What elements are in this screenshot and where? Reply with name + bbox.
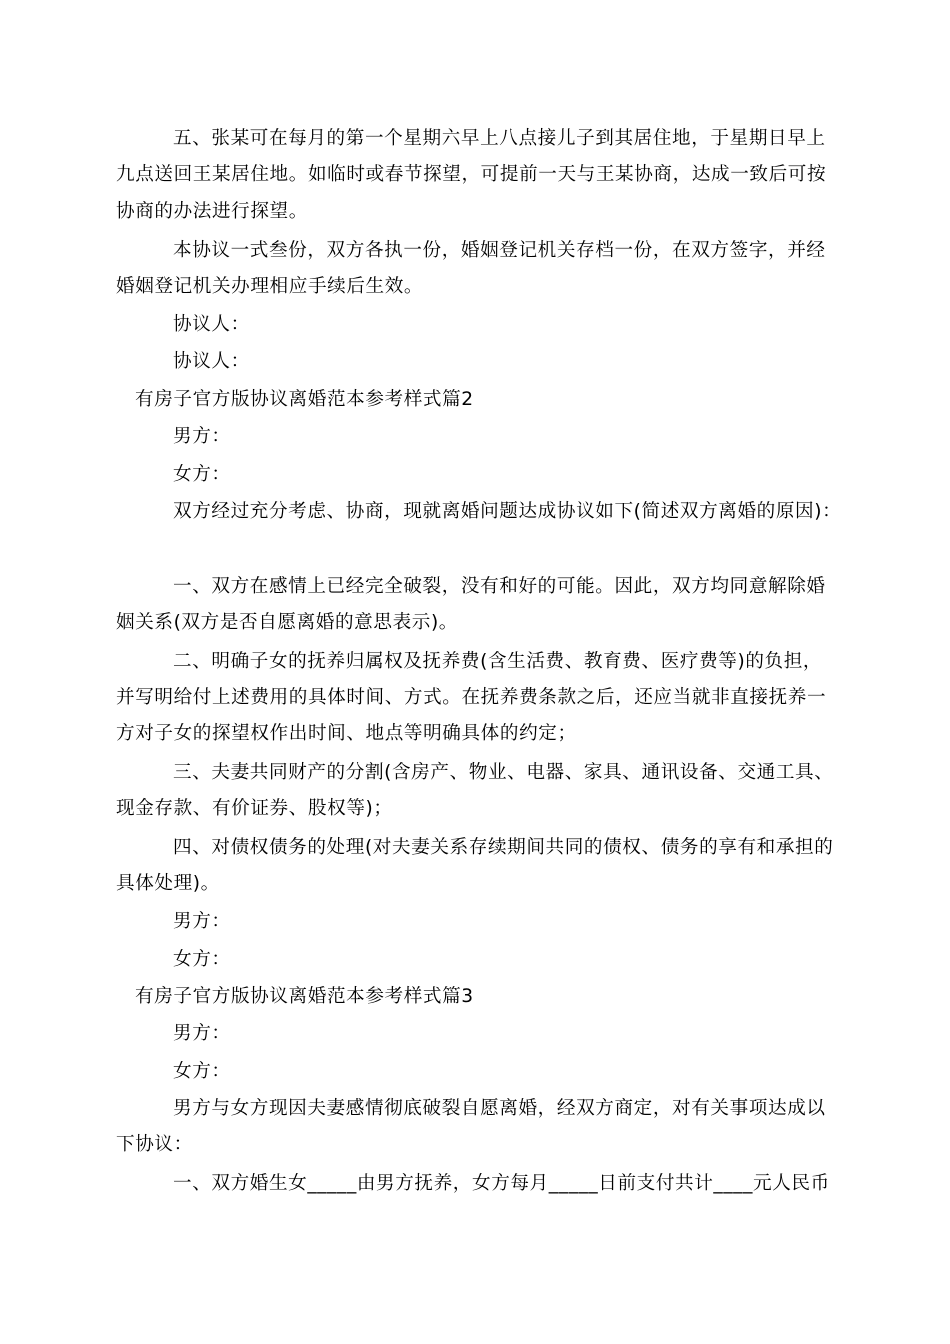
paragraph-line: 五、张某可在每月的第一个星期六早上八点接儿子到其居住地，于星期日早上 [173,128,826,149]
paragraph-line: 本协议一式叁份，双方各执一份，婚姻登记机关存档一份，在双方签字，并经 [173,240,826,261]
paragraph-line: 一、双方婚生女_____由男方抚养，女方每月_____日前支付共计____元人民币 [173,1173,830,1194]
party-label: 男方： [173,911,231,932]
signature-label: 协议人： [173,351,250,372]
paragraph-line: 方对子女的探望权作出时间、地点等明确具体的约定； [116,723,577,744]
paragraph-line: 二、明确子女的抚养归属权及抚养费(含生活费、教育费、医疗费等)的负担， [173,651,823,672]
party-label: 女方： [173,1061,231,1082]
paragraph-line: 四、对债权债务的处理(对夫妻关系存续期间共同的债权、债务的享有和承担的 [173,837,834,858]
signature-label: 协议人： [173,314,250,335]
paragraph-line: 婚姻登记机关办理相应手续后生效。 [116,276,424,297]
section-heading: 有房子官方版协议离婚范本参考样式篇3 [135,986,474,1007]
party-label: 男方： [173,426,231,447]
paragraph-line: 并写明给付上述费用的具体时间、方式。在抚养费条款之后，还应当就非直接抚养一 [116,687,827,708]
paragraph-line: 双方经过充分考虑、协商，现就离婚问题达成协议如下(简述双方离婚的原因)： [173,501,842,522]
paragraph-line: 下协议： [116,1134,193,1155]
paragraph-line: 现金存款、有价证券、股权等)； [116,798,393,819]
section-heading: 有房子官方版协议离婚范本参考样式篇2 [135,389,474,410]
party-label: 男方： [173,1023,231,1044]
paragraph-line: 男方与女方现因夫妻感情彻底破裂自愿离婚，经双方商定，对有关事项达成以 [173,1098,826,1119]
party-label: 女方： [173,949,231,970]
party-label: 女方： [173,464,231,485]
paragraph-line: 姻关系(双方是否自愿离婚的意思表示)。 [116,612,459,633]
paragraph-line: 一、双方在感情上已经完全破裂，没有和好的可能。因此，双方均同意解除婚 [173,576,826,597]
paragraph-line: 九点送回王某居住地。如临时或春节探望，可提前一天与王某协商，达成一致后可按 [116,164,827,185]
paragraph-line: 具体处理)。 [116,873,220,894]
paragraph-line: 三、夫妻共同财产的分割(含房产、物业、电器、家具、通讯设备、交通工具、 [173,762,834,783]
paragraph-line: 协商的办法进行探望。 [116,201,308,222]
